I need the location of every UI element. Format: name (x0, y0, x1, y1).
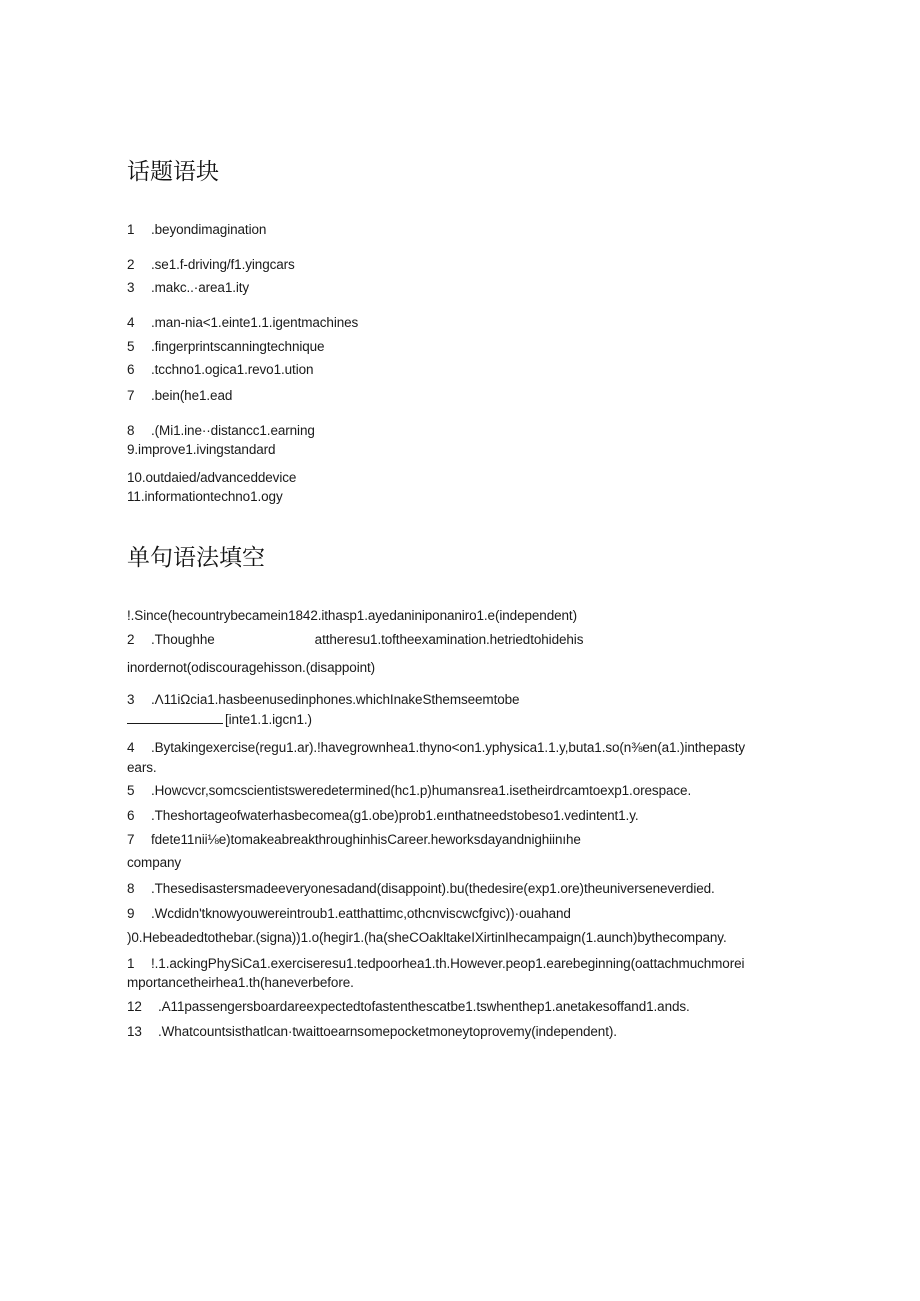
question-number: 6 (127, 808, 135, 823)
question-7 (127, 832, 581, 848)
question-number: 2 (127, 632, 135, 647)
list-item: 9.improve1.ivingstandard (127, 442, 276, 457)
item-number: 1 (127, 222, 135, 237)
list-item (127, 339, 324, 355)
item-text: .fingerprintscanningtechnique (151, 339, 325, 354)
question-11-continued: mportancetheirhea1.th(haneverbefore. (127, 975, 354, 990)
question-text: [inte1.1.igcn1.) (225, 712, 312, 727)
question-5 (127, 783, 691, 799)
question-number: 8 (127, 881, 135, 896)
list-item: 11.informationtechno1.ogy (127, 489, 283, 504)
list-item (127, 280, 249, 296)
question-1: !.Since(hecountrybecamein1842.ithasp1.ayedaniniponaniro1.e(independent) (127, 608, 577, 623)
item-text: .beyondimagination (151, 222, 267, 237)
item-number: 5 (127, 339, 135, 354)
question-12 (127, 999, 690, 1015)
question-4-continued: ears. (127, 760, 157, 775)
question-4 (127, 740, 745, 756)
question-text: .Λ11iΩcia1.hasbeenusedinphones.whichInakeSthemseemtobe (151, 692, 520, 707)
question-11 (127, 956, 744, 972)
question-number: 13 (127, 1024, 142, 1039)
list-item: 10.outdaied/advanceddevice (127, 470, 297, 485)
question-3-continued (127, 711, 312, 728)
question-text: .Howcvcr,somcscientistsweredetermined(hc1.p)humansrea1.isetheirdrcamtoexp1.orespace. (151, 783, 692, 798)
list-item (127, 257, 295, 273)
question-number: 7 (127, 832, 135, 847)
question-2-continued: inordernot(odiscouragehisson.(disappoint) (127, 660, 376, 675)
item-number: 2 (127, 257, 135, 272)
question-9 (127, 906, 571, 922)
item-text: .se1.f-driving/f1.yingcars (151, 257, 295, 272)
item-number: 4 (127, 315, 135, 330)
question-number: 3 (127, 692, 135, 707)
question-text: .Theshortageofwaterhasbecomea(g1.obe)prob1.eınthatneedstobeso1.vedintent1.y. (151, 808, 639, 823)
question-text: .Wcdidn'tknowyouwereintroub1.eatthattimc,othcnviscwcfgivc))·ouahand (151, 906, 571, 921)
item-text: .tcchno1.ogica1.revo1.ution (151, 362, 314, 377)
question-text: .A11passengersboardareexpectedtofastenthescatbe1.tswhenthep1.anetakesoffand1.ands. (158, 999, 690, 1014)
question-text: !.1.ackingPhySiCa1.exerciseresu1.tedpoorhea1.th.However.peop1.earebeginning(oattachmuchmorei (151, 956, 745, 971)
item-number: 3 (127, 280, 135, 295)
list-item (127, 315, 358, 331)
question-13 (127, 1024, 617, 1040)
question-number: 9 (127, 906, 135, 921)
list-item (127, 388, 232, 404)
question-number: 1 (127, 956, 135, 971)
question-number: 5 (127, 783, 135, 798)
question-text: .Bytakingexercise(regu1.ar).!havegrownhea1.thyno<on1.yphysica1.1.y,buta1.so(n⅜en(a1.)inthepasty (151, 740, 745, 755)
question-8 (127, 881, 715, 897)
question-10: )0.Hebeadedtothebar.(signa))1.o(hegir1.(ha(sheCOakltakeIXirtinIhecampaign(1.aunch)bythecompany. (127, 930, 727, 945)
question-text: .Thoughhe (151, 632, 215, 647)
question-7-continued: company (127, 855, 182, 870)
answer-blank (127, 711, 223, 724)
list-item (127, 362, 313, 378)
question-text: .Thesedisastersmadeeveryonesadand(disappoint).bu(thedesire(exp1.ore)theuniverseneverdied. (151, 881, 715, 896)
item-text: .makc..·area1.ity (151, 280, 250, 295)
list-item (127, 423, 315, 439)
question-2 (127, 632, 583, 648)
section-title-topic-chunks: 话题语块 (127, 159, 219, 185)
question-number: 4 (127, 740, 135, 755)
item-text: .bein(he1.ead (151, 388, 233, 403)
question-3 (127, 692, 519, 708)
item-number: 7 (127, 388, 135, 403)
question-text: .Whatcountsisthatlcan·twaittoearnsomepocketmoneytoprovemy(independent). (158, 1024, 617, 1039)
question-text: fdete11nii⅛e)tomakeabreakthroughinhisCareer.heworksdayandnighiinıhe (151, 832, 581, 847)
section-title-grammar-fill: 单句语法填空 (127, 545, 265, 571)
question-6 (127, 808, 639, 824)
item-number: 6 (127, 362, 135, 377)
item-text: .(Mi1.ine··distancc1.earning (151, 423, 315, 438)
list-item (127, 222, 266, 238)
item-text: .man-nia<1.einte1.1.igentmachines (151, 315, 359, 330)
question-number: 12 (127, 999, 142, 1014)
question-text: attheresu1.toftheexamination.hetriedtohidehis (314, 632, 584, 647)
item-number: 8 (127, 423, 135, 438)
